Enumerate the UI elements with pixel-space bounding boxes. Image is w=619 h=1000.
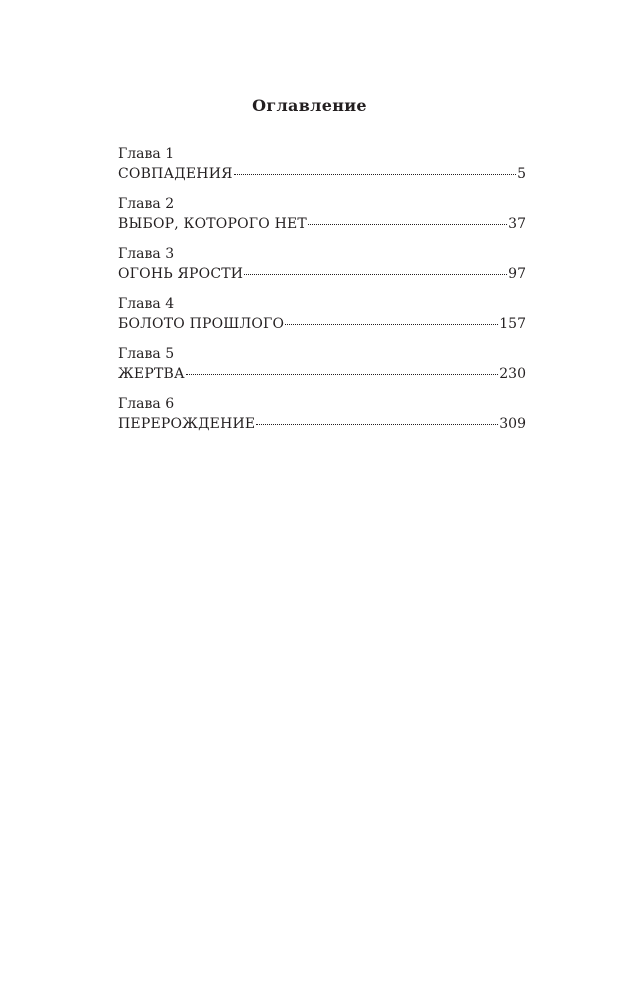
chapter-label: Глава 6 — [118, 396, 175, 412]
chapter-title: БОЛОТО ПРОШЛОГО — [118, 316, 285, 332]
toc-entry-2[interactable] — [118, 194, 526, 244]
page-number: 230 — [499, 366, 526, 382]
dot-leader — [186, 374, 498, 375]
title-line — [118, 314, 526, 334]
page-number: 157 — [499, 316, 526, 332]
page-number: 37 — [508, 216, 526, 232]
dot-leader — [244, 274, 507, 275]
toc-entry-5[interactable] — [118, 344, 526, 394]
toc-entry-1[interactable] — [118, 144, 526, 194]
page-number: 309 — [499, 416, 526, 432]
chapter-label: Глава 2 — [118, 196, 175, 212]
title-line — [118, 214, 526, 234]
title-line — [118, 164, 526, 184]
chapter-title: ЖЕРТВА — [118, 366, 185, 382]
dot-leader — [234, 174, 516, 175]
chapter-title: ОГОНЬ ЯРОСТИ — [118, 266, 244, 282]
chapter-title: ПЕРЕРОЖДЕНИЕ — [118, 416, 256, 432]
dot-leader — [256, 424, 498, 425]
page-number: 5 — [517, 166, 526, 182]
dot-leader — [308, 224, 507, 225]
title-line — [118, 364, 526, 384]
title-line — [118, 264, 526, 284]
toc-entry-4[interactable] — [118, 294, 526, 344]
title-line — [118, 414, 526, 434]
toc-heading: Оглавление — [252, 96, 367, 115]
chapter-label: Глава 3 — [118, 246, 175, 262]
chapter-label: Глава 4 — [118, 296, 175, 312]
chapter-label: Глава 1 — [118, 146, 175, 162]
dot-leader — [285, 324, 498, 325]
chapter-label: Глава 5 — [118, 346, 175, 362]
table-of-contents — [118, 144, 526, 444]
chapter-title: ВЫБОР, КОТОРОГО НЕТ — [118, 216, 307, 232]
toc-entry-6[interactable] — [118, 394, 526, 444]
chapter-title: СОВПАДЕНИЯ — [118, 166, 233, 182]
toc-entry-3[interactable] — [118, 244, 526, 294]
page-number: 97 — [508, 266, 526, 282]
